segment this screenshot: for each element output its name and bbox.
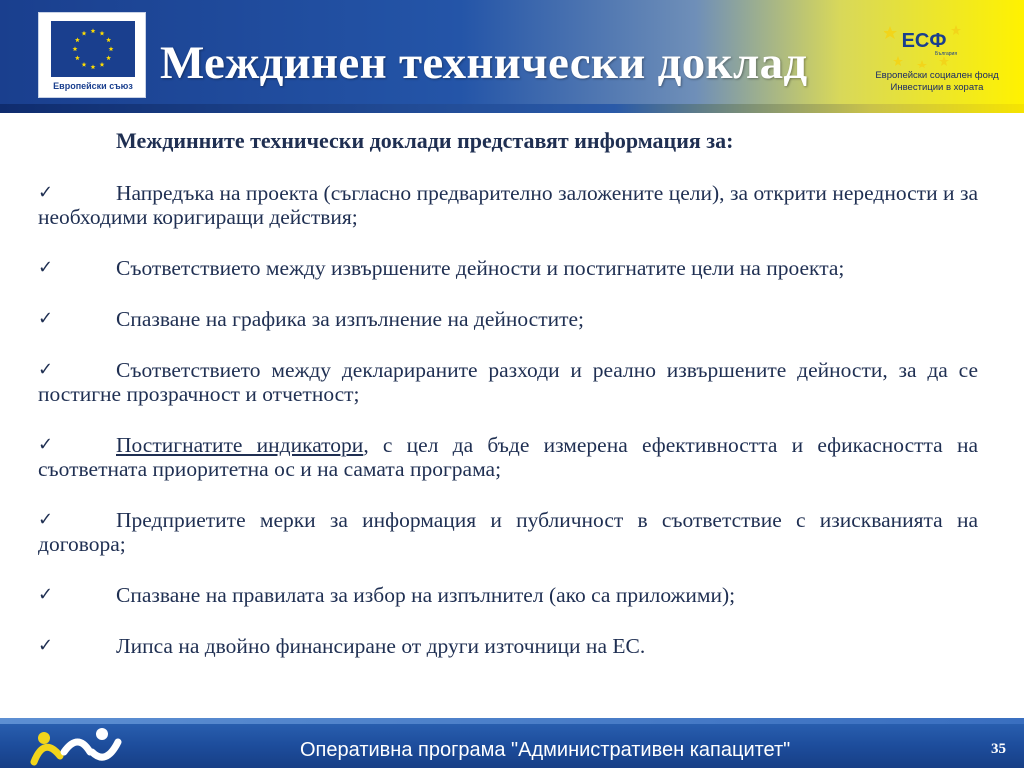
esf-country-text: България bbox=[934, 51, 958, 57]
checklist-item-text: Напредъка на проекта (съгласно предварително заложените цели), за открити нередности и за необходими коригиращи действия; bbox=[38, 181, 978, 229]
esf-mark-text: ЕСФ bbox=[901, 30, 947, 52]
checklist-item bbox=[38, 634, 978, 658]
program-logo-icon bbox=[30, 722, 130, 768]
checklist-item bbox=[38, 181, 978, 229]
page-title: Междинен технически доклад bbox=[160, 37, 808, 89]
checklist-item bbox=[38, 307, 978, 331]
check-icon: ✓ bbox=[38, 434, 54, 455]
check-icon: ✓ bbox=[38, 635, 54, 656]
check-icon: ✓ bbox=[38, 509, 54, 530]
checklist-item-text: Спазване на правилата за избор на изпълнител (ако са приложими); bbox=[116, 583, 736, 607]
checklist-item bbox=[38, 583, 978, 607]
checklist-item bbox=[38, 508, 978, 556]
footer-bar bbox=[0, 718, 1024, 768]
check-icon: ✓ bbox=[38, 257, 54, 278]
footer-program-name: Оперативна програма "Административен капацитет" bbox=[300, 739, 791, 761]
indicators-link-text: Постигнатите индикатори bbox=[116, 433, 364, 457]
check-icon: ✓ bbox=[38, 182, 54, 203]
checklist-item bbox=[38, 256, 978, 280]
checklist-item-text: Спазване на графика за изпълнение на дейностите; bbox=[116, 307, 585, 331]
checklist-item-text: , с цел да бъде измерена ефективността и ефикасността на съответната приоритетна ос и на самата програма; bbox=[38, 433, 978, 481]
checklist bbox=[38, 181, 978, 658]
header-banner bbox=[0, 0, 1024, 113]
check-icon: ✓ bbox=[38, 359, 54, 380]
eu-logo bbox=[38, 12, 146, 98]
checklist-item bbox=[38, 358, 978, 406]
checklist-item-text: Липса на двойно финансиране от други източници на ЕС. bbox=[116, 634, 646, 658]
esf-caption-line1: Европейски социален фонд bbox=[875, 70, 999, 81]
eu-logo-caption: Европейски съюз bbox=[53, 81, 133, 91]
checklist-item bbox=[38, 433, 978, 481]
lead-heading: Междинните технически доклади представят информация за: bbox=[116, 128, 734, 153]
page-number: 35 bbox=[991, 741, 1006, 757]
header-stripe bbox=[0, 104, 1024, 113]
eu-flag-icon bbox=[51, 21, 135, 77]
checklist-item-text: Съответствието между извършените дейности и постигнатите цели на проекта; bbox=[116, 256, 845, 280]
esf-logo bbox=[862, 20, 1012, 100]
checklist-item-text: Съответствието между декларираните разходи и реално извършените дейности, за да се постигне прозрачност и отчетност; bbox=[38, 358, 978, 406]
checklist-item-text: Предприетите мерки за информация и публичност в съответствие с изискванията на договора; bbox=[38, 508, 978, 556]
footer-shine bbox=[0, 718, 1024, 724]
esf-mark-icon bbox=[884, 20, 964, 68]
esf-caption-line2: Инвестиции в хората bbox=[890, 82, 984, 93]
check-icon: ✓ bbox=[38, 308, 54, 329]
check-icon: ✓ bbox=[38, 584, 54, 605]
